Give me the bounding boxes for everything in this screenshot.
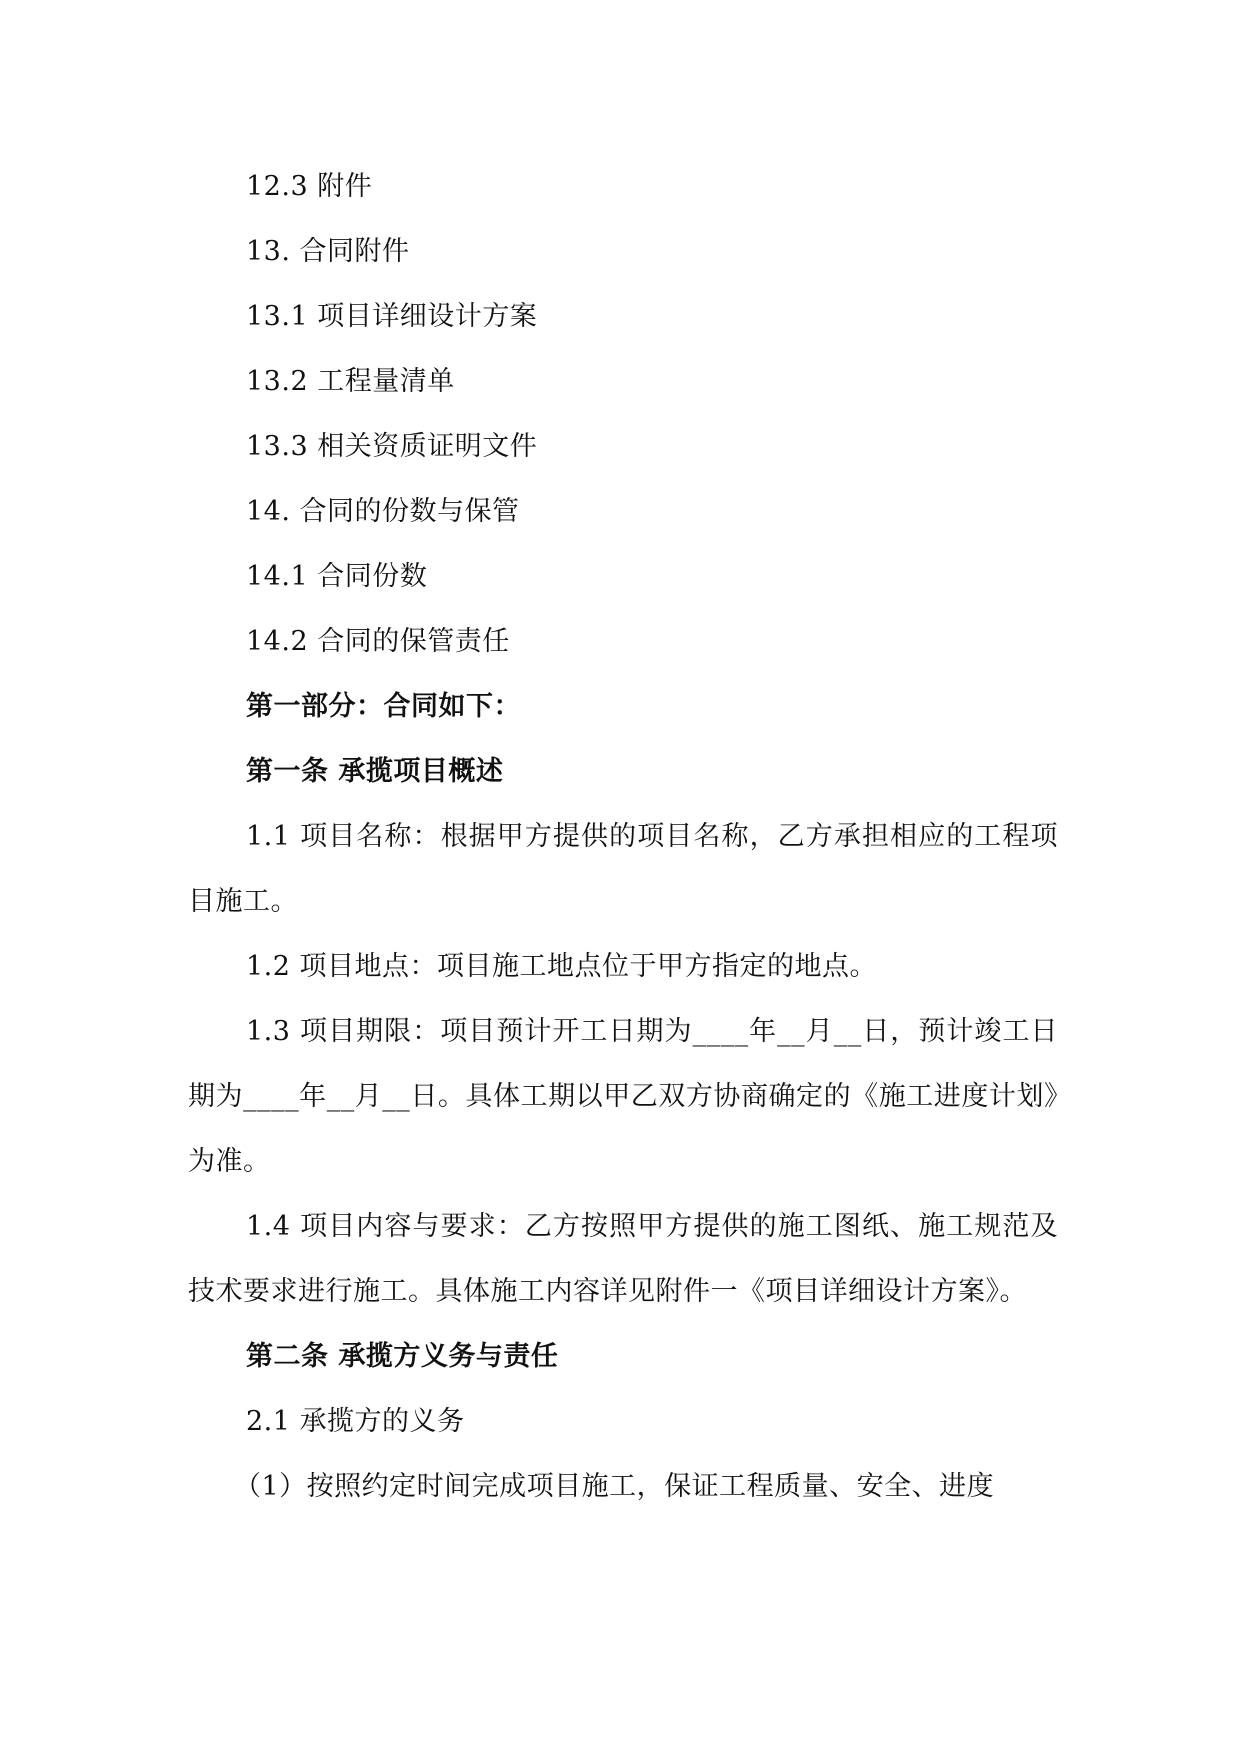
toc-item-13-3: 13.3 相关资质证明文件	[246, 431, 538, 462]
article-2-item-1: （1）按照约定时间完成项目施工，保证工程质量、安全、进度	[234, 1471, 995, 1502]
article-2-subheading: 2.1 承揽方的义务	[246, 1406, 465, 1437]
toc-item-13-1: 13.1 项目详细设计方案	[246, 301, 538, 332]
toc-item-13-2: 13.2 工程量清单	[246, 366, 455, 397]
article-1-paragraph-3: 1.3 项目期限：项目预计开工日期为____年__月__日，预计竣工日期为____年__月__日。具体工期以甲乙双方协商确定的《施工进度计划》为准。	[188, 1016, 1058, 1177]
part-heading: 第一部分：合同如下：	[246, 691, 521, 722]
article-2-heading: 第二条 承揽方义务与责任	[246, 1341, 559, 1372]
toc-item-13: 13. 合同附件	[246, 236, 410, 267]
article-1-paragraph-4: 1.4 项目内容与要求：乙方按照甲方提供的施工图纸、施工规范及技术要求进行施工。具体施工内容详见附件一《项目详细设计方案》。	[188, 1211, 1058, 1307]
toc-item-14-1: 14.1 合同份数	[246, 561, 428, 592]
article-1-paragraph-1: 1.1 项目名称：根据甲方提供的项目名称，乙方承担相应的工程项目施工。	[188, 821, 1058, 917]
toc-item-12-3: 12.3 附件	[246, 171, 373, 202]
toc-item-14-2: 14.2 合同的保管责任	[246, 626, 510, 657]
document-body	[188, 154, 1058, 1519]
article-1-heading: 第一条 承揽项目概述	[246, 756, 504, 787]
article-1-paragraph-2: 1.2 项目地点：项目施工地点位于甲方指定的地点。	[246, 951, 878, 982]
toc-item-14: 14. 合同的份数与保管	[246, 496, 520, 527]
